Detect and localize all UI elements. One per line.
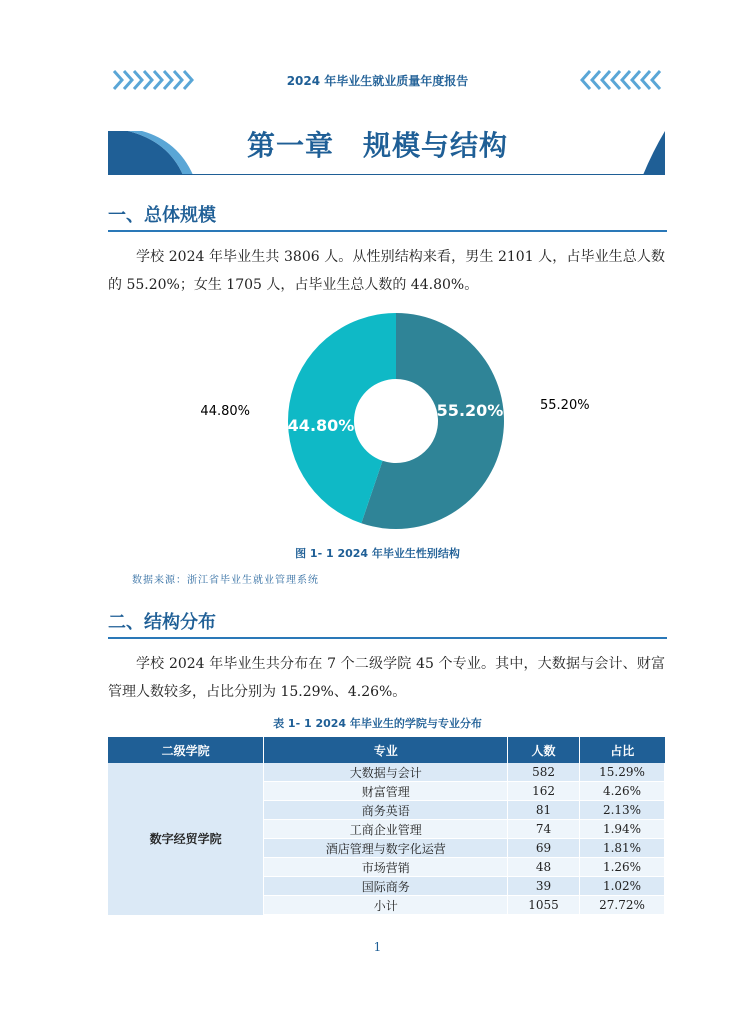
- section-1-underline: [108, 230, 667, 232]
- ratio-cell: 1.81%: [580, 839, 665, 858]
- donut-inner-label-female: 44.80%: [287, 416, 355, 435]
- header-college: 二级学院: [108, 737, 264, 763]
- section-1-title: 一、总体规模: [108, 205, 216, 226]
- major-cell: 工商企业管理: [264, 820, 508, 839]
- ratio-cell: 4.26%: [580, 782, 665, 801]
- data-source-note: 数据来源：浙江省毕业生就业管理系统: [132, 575, 319, 586]
- section-2-paragraph: 学校 2024 年毕业生共分布在 7 个二级学院 45 个专业。其中，大数据与会计、财富管理人数较多，占比分别为 15.29%、4.26%。: [108, 656, 665, 700]
- college-major-table: [108, 737, 665, 915]
- ratio-cell: 1.94%: [580, 820, 665, 839]
- count-cell: 74: [508, 820, 580, 839]
- section-2-title: 二、结构分布: [108, 612, 216, 633]
- section-2-underline: [108, 637, 667, 639]
- count-cell: 582: [508, 763, 580, 782]
- header-title: 2024 年毕业生就业质量年度报告: [286, 74, 469, 88]
- college-cell: 数字经贸学院: [108, 763, 264, 915]
- figure-caption: 图 1- 1 2024 年毕业生性别结构: [295, 547, 460, 560]
- count-cell: 69: [508, 839, 580, 858]
- header-chevron-right-decoration: [580, 68, 662, 92]
- ratio-cell: 15.29%: [580, 763, 665, 782]
- ratio-cell: 1.02%: [580, 877, 665, 896]
- ratio-cell: 2.13%: [580, 801, 665, 820]
- count-cell: 81: [508, 801, 580, 820]
- major-cell: 市场营销: [264, 858, 508, 877]
- table-caption: 表 1- 1 2024 年毕业生的学院与专业分布: [273, 717, 482, 730]
- major-cell: 大数据与会计: [264, 763, 508, 782]
- major-cell: 财富管理: [264, 782, 508, 801]
- table-header-row: [108, 737, 665, 763]
- subtotal-ratio-cell: 27.72%: [580, 896, 665, 915]
- count-cell: 39: [508, 877, 580, 896]
- header-count: 人数: [508, 737, 580, 763]
- count-cell: 162: [508, 782, 580, 801]
- table-row: [108, 763, 665, 782]
- donut-inner-label-male: 55.20%: [436, 401, 504, 420]
- donut-outer-label-male: 55.20%: [540, 398, 590, 413]
- header-ratio: 占比: [580, 737, 665, 763]
- count-cell: 48: [508, 858, 580, 877]
- donut-outer-label-female: 44.80%: [200, 404, 250, 419]
- major-cell: 国际商务: [264, 877, 508, 896]
- subtotal-label-cell: 小计: [264, 896, 508, 915]
- major-cell: 酒店管理与数字化运营: [264, 839, 508, 858]
- subtotal-count-cell: 1055: [508, 896, 580, 915]
- page-number: 1: [373, 940, 382, 954]
- section-1-paragraph: 学校 2024 年毕业生共 3806 人。从性别结构来看，男生 2101 人，占毕业生总人数的 55.20%；女生 1705 人，占毕业生总人数的 44.80%。: [108, 249, 665, 293]
- header-major: 专业: [264, 737, 508, 763]
- ratio-cell: 1.26%: [580, 858, 665, 877]
- major-cell: 商务英语: [264, 801, 508, 820]
- gender-donut-chart: [180, 305, 620, 535]
- chapter-title: 第一章 规模与结构: [246, 129, 508, 162]
